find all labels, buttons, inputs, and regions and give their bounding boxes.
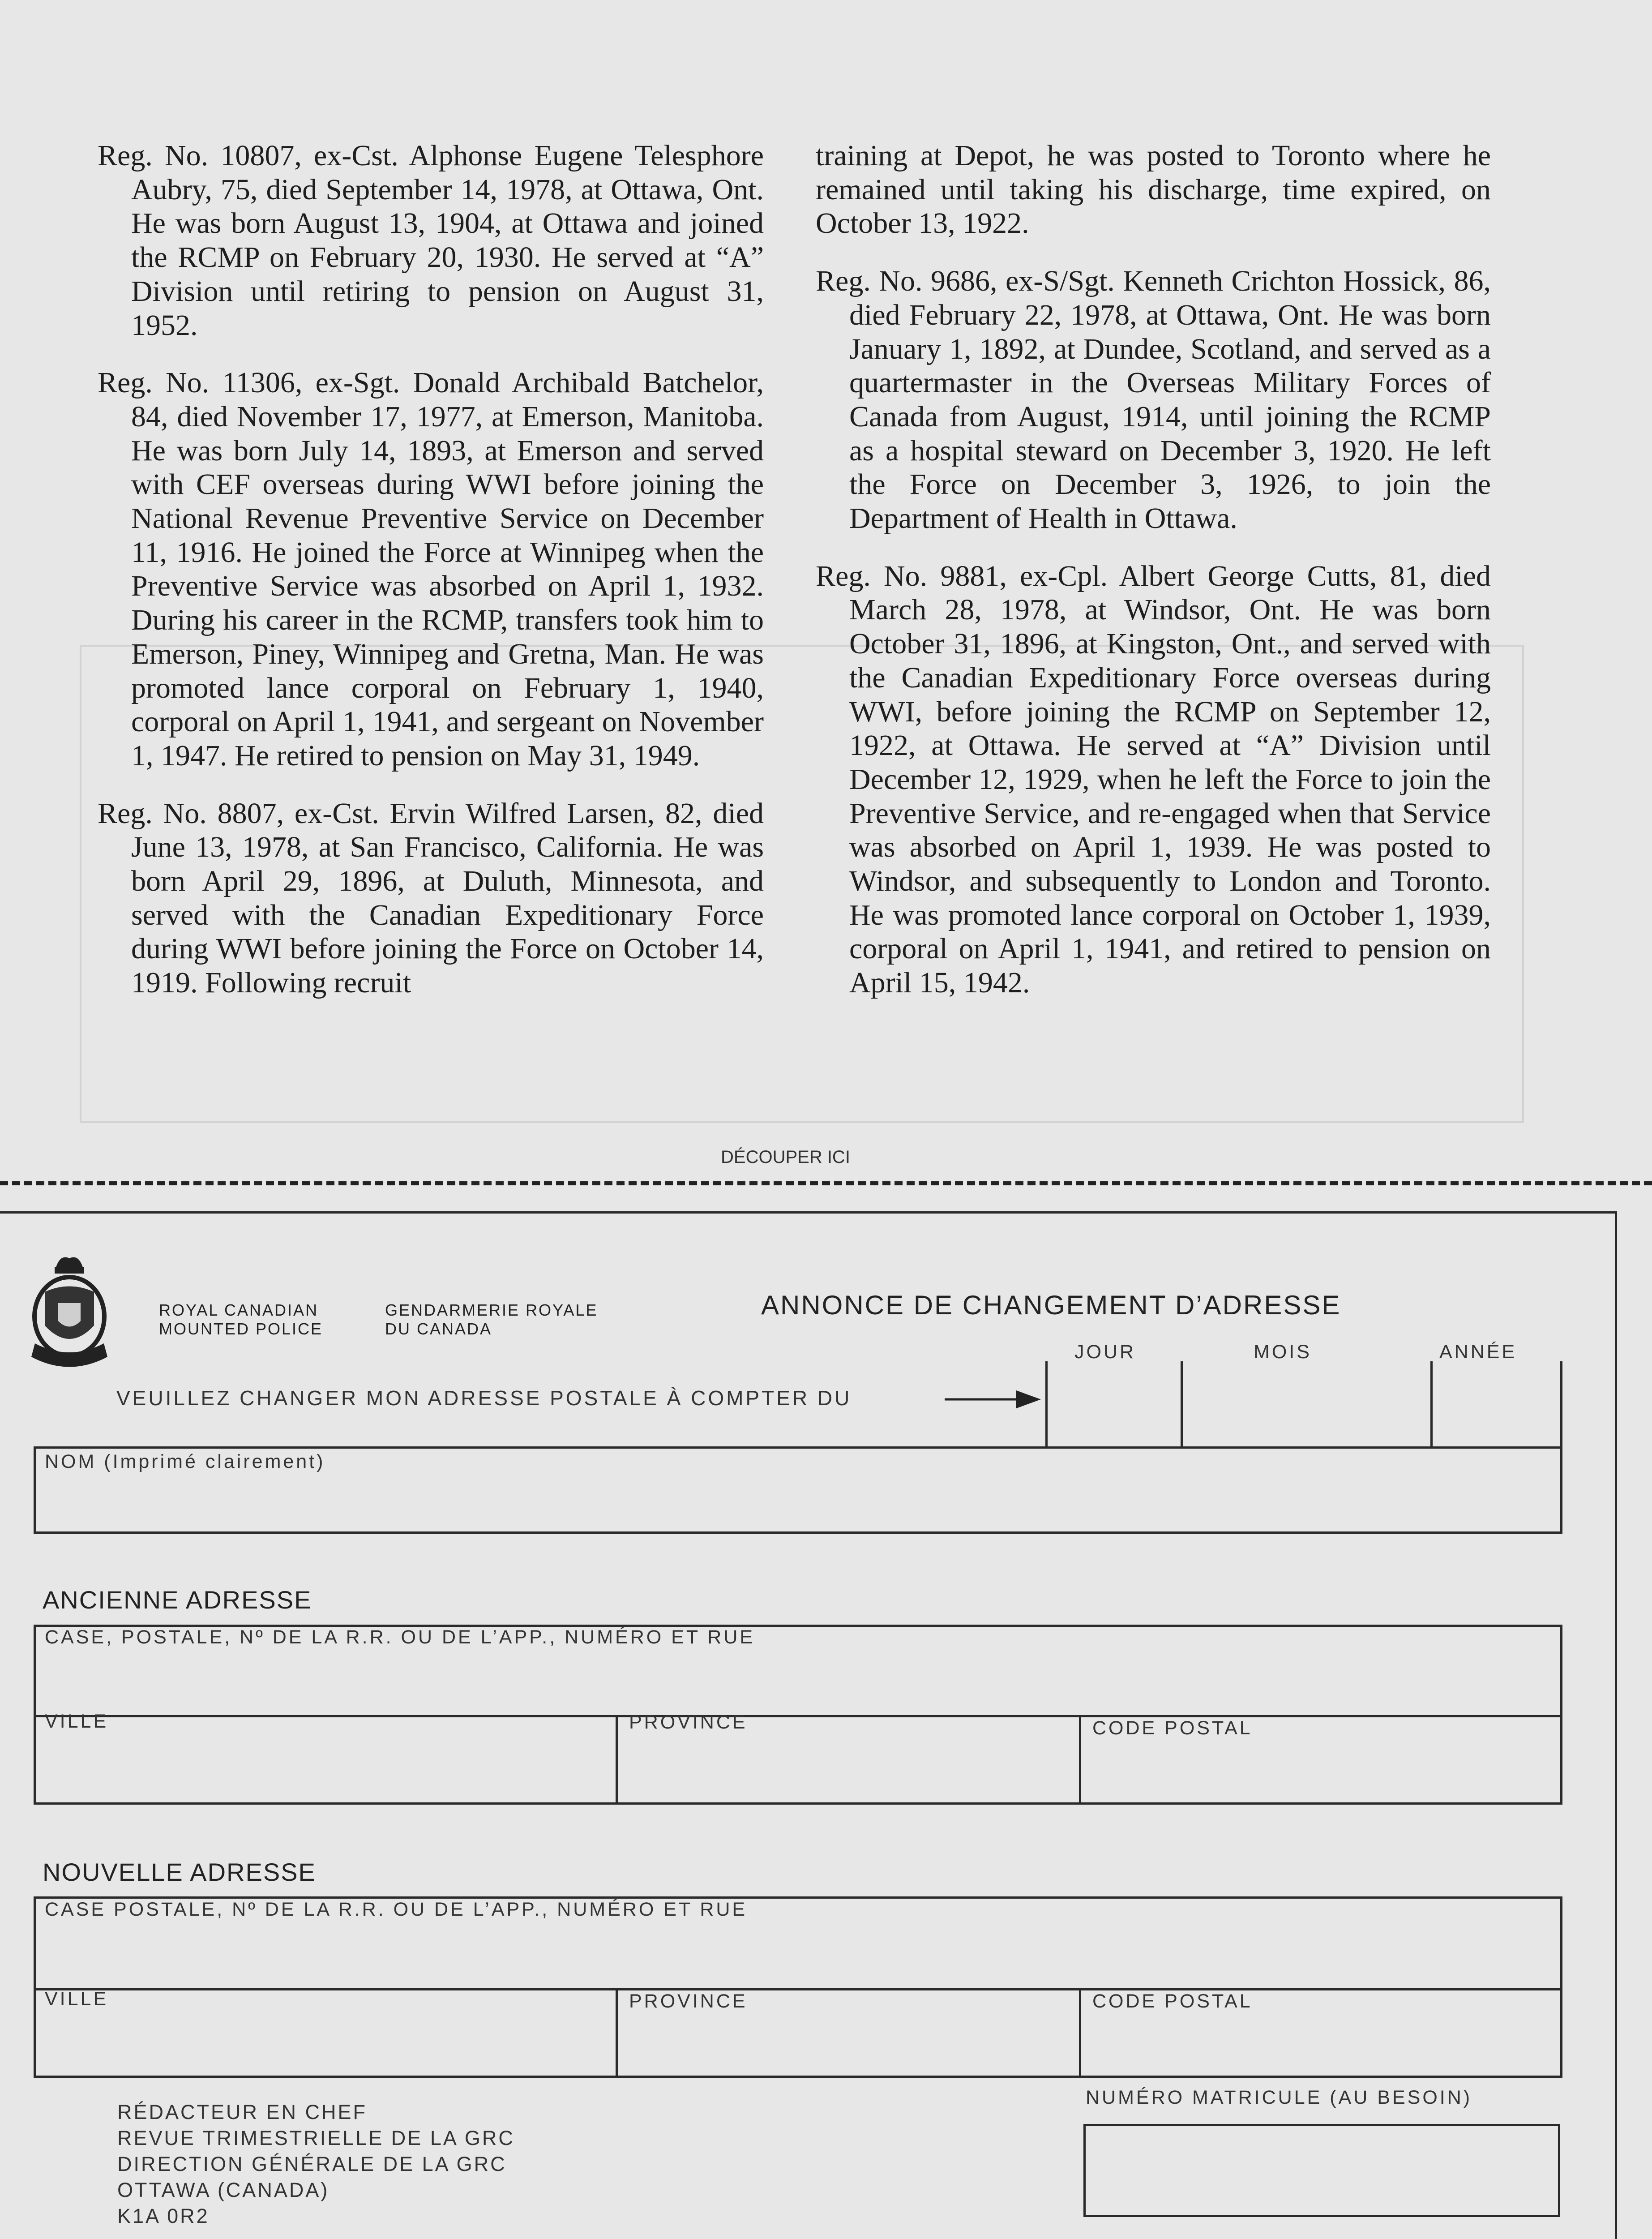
new-address-right xyxy=(1560,1896,1562,2078)
new-province-label: PROVINCE xyxy=(629,1990,748,2012)
new-address-bottom xyxy=(34,2076,1562,2078)
new-city-label: VILLE xyxy=(45,1988,109,2010)
new-divider-1 xyxy=(616,1988,618,2078)
date-divider-4 xyxy=(1560,1361,1562,1449)
old-street-label: CASE, POSTALE, Nº DE LA R.R. OU DE L’APP., NUMÉRO ET RUE xyxy=(45,1626,755,1648)
new-address-heading: NOUVELLE ADRESSE xyxy=(43,1858,316,1886)
old-province-label: PROVINCE xyxy=(629,1711,748,1733)
date-month-label: MOIS xyxy=(1254,1341,1312,1363)
return-address xyxy=(117,2099,515,2229)
return-address-line: DIRECTION GÉNÉRALE DE LA GRC xyxy=(117,2153,507,2175)
rcmp-crest-icon xyxy=(27,1249,112,1375)
old-postal-label: CODE POSTAL xyxy=(1092,1717,1253,1739)
obituary-column-right xyxy=(816,139,1491,1024)
cut-here-label: DÉCOUPER ICI xyxy=(721,1147,850,1167)
new-street-input[interactable] xyxy=(37,1925,1559,1985)
name-row-right xyxy=(1560,1446,1562,1534)
date-day-field[interactable] xyxy=(1048,1364,1180,1446)
cut-line xyxy=(0,1181,1652,1185)
org-name-en-line2: MOUNTED POLICE xyxy=(159,1320,323,1338)
old-divider-2 xyxy=(1079,1715,1081,1804)
return-address-line: OTTAWA (CANADA) xyxy=(117,2179,330,2201)
new-divider-2 xyxy=(1079,1988,1081,2078)
obituary-batchelor: Reg. No. 11306, ex-Sgt. Donald Archibald Batchelor, 84, died November 17, 1977, at Emerson, Manitoba. He was born July 14, 1893, at Emerson and served with CEF overseas during WWI before joining the National Revenue Preventive Service on December 11, 1916. He joined the Force at Winnipeg when the Preventive Service was absorbed on April 1, 1932. During his career in the RCMP, transfers took him to Emerson, Piney, Winnipeg and Gretna, Man. He was promoted lance corporal on February 1, 1940, corporal on April 1, 1941, and sergeant on November 1, 1947. He retired to pension on May 31, 1949. xyxy=(98,366,764,772)
old-city-input[interactable] xyxy=(37,1740,614,1801)
name-label: NOM (Imprimé clairement) xyxy=(45,1451,325,1472)
obituary-column-left xyxy=(98,139,764,1024)
date-year-field[interactable] xyxy=(1433,1364,1559,1446)
org-name-fr xyxy=(385,1301,598,1338)
name-row-top xyxy=(34,1446,1562,1449)
old-province-input[interactable] xyxy=(619,1740,1078,1801)
name-input[interactable] xyxy=(37,1473,1559,1531)
change-from-label: VEUILLEZ CHANGER MON ADRESSE POSTALE À COMPTER DU xyxy=(116,1386,852,1410)
new-address-left xyxy=(34,1896,36,2078)
form-right-border xyxy=(1615,1211,1617,2239)
obituary-aubry: Reg. No. 10807, ex-Cst. Alphonse Eugene Telesphore Aubry, 75, died September 14, 1978, at Ottawa, Ont. He was born August 13, 1904, at Ottawa and joined the RCMP on February 20, 1930. He served at “A” Division until retiring to pension on August 31, 1952. xyxy=(98,139,764,342)
return-address-line: REVUE TRIMESTRIELLE DE LA GRC xyxy=(117,2127,515,2149)
org-name-fr-line1: GENDARMERIE ROYALE xyxy=(385,1301,598,1319)
old-street-input[interactable] xyxy=(37,1652,1559,1713)
name-row-bottom xyxy=(34,1531,1562,1534)
form-top-border xyxy=(0,1211,1617,1214)
arrow-right-icon xyxy=(945,1388,1041,1411)
obituary-cutts: Reg. No. 9881, ex-Cpl. Albert George Cutts, 81, died March 28, 1978, at Windsor, Ont. He was born October 31, 1896, at Kingston, Ont., and served with the Canadian Expeditionary Force overseas during WWI, before joining the RCMP on September 12, 1922, at Ottawa. He served at “A” Division until December 12, 1929, when he left the Force to join the Preventive Service, and re-engaged when that Service was absorbed on April 1, 1939. He was posted to Windsor, and subsequently to London and Toronto. He was promoted lance corporal on October 1, 1939, corporal on April 1, 1941, and retired to pension on April 15, 1942. xyxy=(816,559,1491,999)
new-street-bottom xyxy=(34,1988,1562,1990)
old-address-bottom xyxy=(34,1802,1562,1805)
form-title: ANNONCE DE CHANGEMENT D’ADRESSE xyxy=(761,1290,1341,1320)
old-address-left xyxy=(34,1625,36,1804)
new-province-input[interactable] xyxy=(619,2013,1078,2075)
obituary-hossick: Reg. No. 9686, ex-S/Sgt. Kenneth Crichton Hossick, 86, died February 22, 1978, at Ottawa, Ont. He was born January 1, 1892, at Dundee, Scotland, and served as a quartermaster in the Overseas Military Forces of Canada from August, 1914, until joining the RCMP as a hospital steward on December 3, 1920. He left the Force on December 3, 1926, to join the Department of Health in Ottawa. xyxy=(816,265,1491,535)
return-address-line: RÉDACTEUR EN CHEF xyxy=(117,2101,368,2123)
new-postal-label: CODE POSTAL xyxy=(1092,1990,1253,2012)
old-divider-1 xyxy=(616,1715,618,1804)
reg-number-label: NUMÉRO MATRICULE (AU BESOIN) xyxy=(1086,2087,1472,2108)
obituary-larsen-continued: training at Depot, he was posted to Toronto where he remained until taking his discharge, time expired, on October 13, 1922. xyxy=(816,139,1491,240)
org-name-en-line1: ROYAL CANADIAN xyxy=(159,1301,319,1319)
new-postal-input[interactable] xyxy=(1082,2013,1559,2075)
date-day-label: JOUR xyxy=(1074,1341,1136,1363)
name-row-left xyxy=(34,1446,36,1534)
old-postal-input[interactable] xyxy=(1082,1740,1559,1801)
obituary-larsen: Reg. No. 8807, ex-Cst. Ervin Wilfred Larsen, 82, died June 13, 1978, at San Francisco, California. He was born April 29, 1896, at Duluth, Minnesota, and served with the Canadian Expeditionary Force during WWI before joining the Force on October 14, 1919. Following recruit xyxy=(98,797,764,999)
return-address-line: K1A 0R2 xyxy=(117,2205,210,2227)
date-year-label: ANNÉE xyxy=(1439,1341,1517,1363)
org-name-en xyxy=(159,1301,323,1338)
old-street-bottom xyxy=(34,1715,1562,1717)
old-city-label: VILLE xyxy=(45,1711,109,1732)
org-name-fr-line2: DU CANADA xyxy=(385,1320,492,1338)
date-month-field[interactable] xyxy=(1183,1364,1429,1446)
old-address-heading: ANCIENNE ADRESSE xyxy=(43,1586,312,1614)
old-address-right xyxy=(1560,1625,1562,1804)
reg-number-input[interactable] xyxy=(1083,2124,1560,2217)
new-city-input[interactable] xyxy=(37,2013,614,2075)
new-street-label: CASE POSTALE, Nº DE LA R.R. OU DE L’APP., NUMÉRO ET RUE xyxy=(45,1899,748,1920)
